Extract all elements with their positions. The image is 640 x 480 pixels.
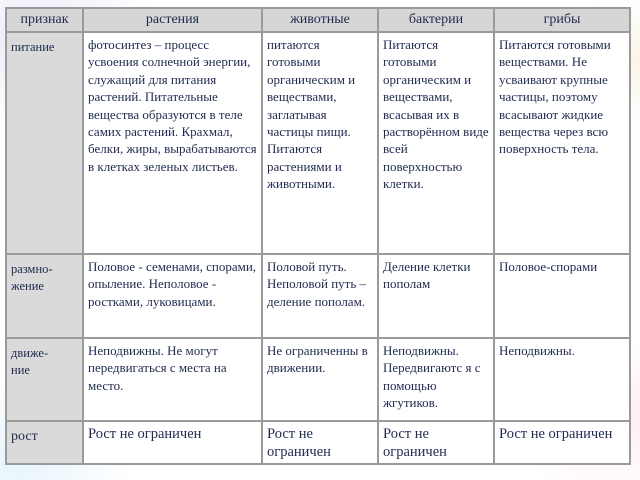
row-label: размно- жение <box>6 254 83 338</box>
row-label: движе- ние <box>6 338 83 421</box>
table-cell: Неподвижны. Передвигаютс я с помощью жгутиков. <box>378 338 494 421</box>
row-label: питание <box>6 32 83 254</box>
header-plants: растения <box>83 8 262 32</box>
table-cell: питаются готовыми органическим и веществами, заглатывая частицы пищи. Питаются растениями и животными. <box>262 32 378 254</box>
row-label: рост <box>6 421 83 464</box>
table-cell: Рост не ограничен <box>262 421 378 464</box>
header-fungi: грибы <box>494 8 630 32</box>
header-feature: признак <box>6 8 83 32</box>
table-cell: Рост не ограничен <box>83 421 262 464</box>
table-cell: фотосинтез – процесс усвоения солнечной энергии, служащий для питания растений. Питательные вещества образуются в теле самих растений. Крахмал, белки, жиры, вырабатываются в клетках зеленых листьев. <box>83 32 262 254</box>
table-cell: Не ограниченны в движении. <box>262 338 378 421</box>
table-cell: Неподвижны. Не могут передвигаться с места на место. <box>83 338 262 421</box>
header-bacteria: бактерии <box>378 8 494 32</box>
header-row <box>6 8 630 32</box>
table-cell: Деление клетки пополам <box>378 254 494 338</box>
table-row <box>6 32 630 254</box>
table-row <box>6 338 630 421</box>
header-animals: животные <box>262 8 378 32</box>
table-cell: Половое - семенами, спорами, опыление. Неполовое - ростками, луковицами. <box>83 254 262 338</box>
table-cell: Рост не ограничен <box>378 421 494 464</box>
table-row <box>6 421 630 464</box>
table-cell: Половой путь. Неполовой путь – деление пополам. <box>262 254 378 338</box>
table-cell: Рост не ограничен <box>494 421 630 464</box>
table-cell: Неподвижны. <box>494 338 630 421</box>
table-cell: Питаются готовыми органическим и веществами, всасывая их в растворённом виде всей поверхностью клетки. <box>378 32 494 254</box>
table-cell: Половое-спорами <box>494 254 630 338</box>
table-cell: Питаются готовыми веществами. Не усваивают крупные частицы, поэтому всасывают жидкие вещества через всю поверхность тела. <box>494 32 630 254</box>
table-row <box>6 254 630 338</box>
comparison-table <box>5 7 631 465</box>
